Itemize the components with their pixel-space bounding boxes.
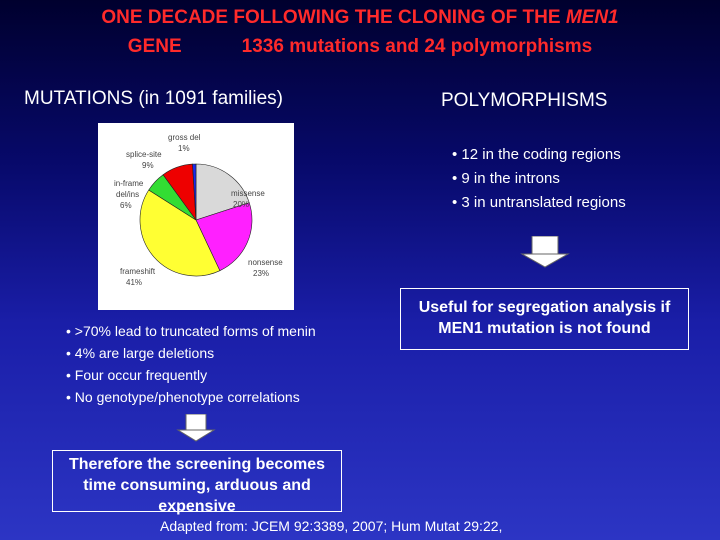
pie-label-frameshift: 41%	[126, 278, 143, 287]
down-arrow-icon	[176, 414, 216, 442]
citation-footer: Adapted from: JCEM 92:3389, 2007; Hum Mutat 29:22,	[160, 518, 503, 534]
pie-label-splice-site: splice-site	[126, 150, 162, 159]
pie-svg	[98, 123, 294, 310]
pie-label-nonsense: nonsense	[248, 258, 283, 267]
polymorphisms-note-box: Useful for segregation analysis if MEN1 mutation is not found	[400, 288, 689, 350]
pie-label-nonsense: 23%	[253, 269, 270, 278]
slide-title-line2	[0, 35, 720, 59]
down-arrow-icon	[520, 236, 570, 268]
polymorphism-item: • 12 in the coding regions	[452, 146, 621, 163]
title-gene-word: GENE	[127, 36, 182, 57]
polymorphism-item: • 3 in untranslated regions	[452, 194, 626, 211]
pie-label-gross-del: 1%	[178, 144, 190, 153]
pie-label-splice-site: 9%	[142, 161, 154, 170]
mutation-point: • No genotype/phenotype correlations	[66, 389, 300, 405]
title-mutation-count: 1336 mutations and 24 polymorphisms	[241, 36, 593, 57]
pie-label-in-frame-del-ins: in-frame	[114, 179, 144, 188]
mutation-point: • >70% lead to truncated forms of menin	[66, 323, 316, 339]
mutations-heading: MUTATIONS (in 1091 families)	[24, 88, 284, 109]
mutation-point: • Four occur frequently	[66, 367, 208, 383]
pie-label-missense: missense	[231, 189, 265, 198]
mutation-points-list	[66, 325, 336, 413]
mutation-point: • 4% are large deletions	[66, 345, 215, 361]
title-gene-name: MEN1	[565, 7, 619, 28]
mutation-pie-chart	[98, 123, 294, 310]
pie-label-gross-del: gross del	[168, 133, 201, 142]
pie-label-missense: 20%	[233, 200, 250, 209]
polymorphisms-heading: POLYMORPHISMS	[441, 90, 608, 111]
title-prefix: ONE DECADE FOLLOWING THE CLONING OF THE	[101, 7, 566, 28]
conclusion-box: Therefore the screening becomes time consuming, arduous and expensive	[52, 450, 342, 512]
polymorphism-item: • 9 in the introns	[452, 170, 560, 187]
slide-title-line1	[0, 6, 720, 30]
polymorphisms-list	[452, 148, 652, 220]
pie-label-in-frame-del-ins: del/ins	[116, 190, 140, 199]
pie-label-in-frame-del-ins: 6%	[120, 201, 132, 210]
pie-label-frameshift: frameshift	[120, 267, 156, 276]
